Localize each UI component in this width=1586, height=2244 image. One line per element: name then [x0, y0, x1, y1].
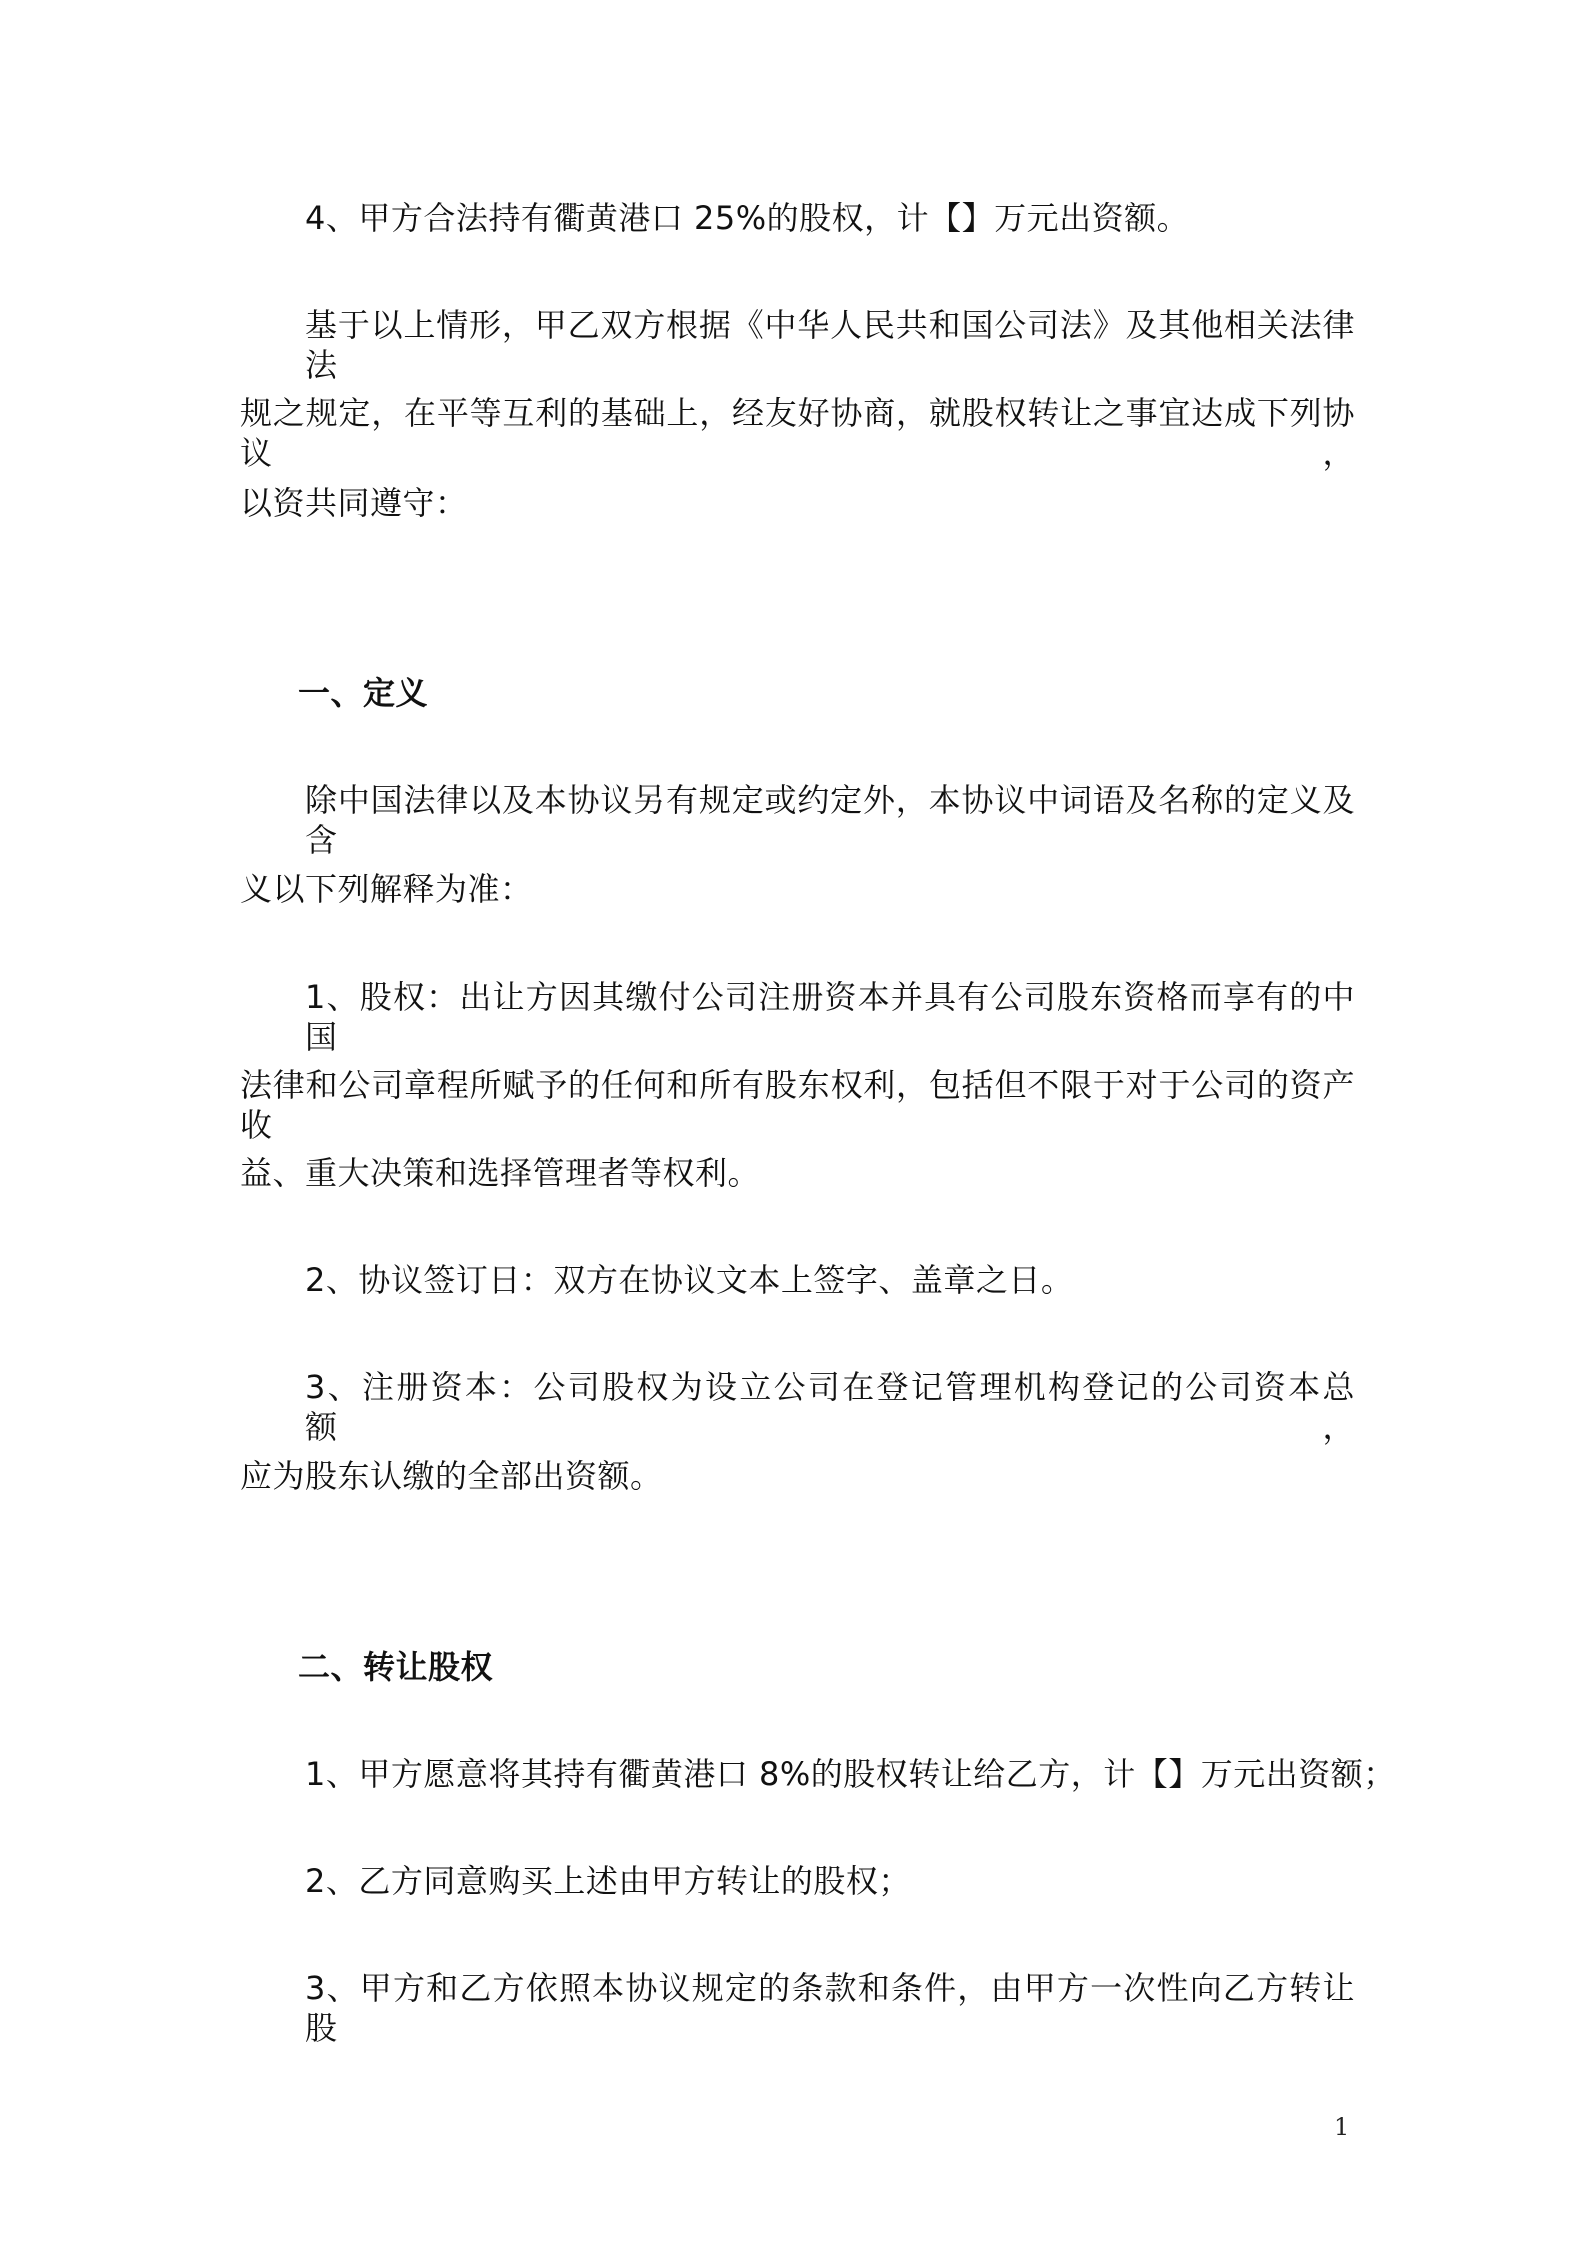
intro-item-4: 4、甲方合法持有衢黄港口 25%的股权，计【】万元出资额。	[305, 199, 1190, 237]
definition-3-line-1: 3、注册资本：公司股权为设立公司在登记管理机构登记的公司资本总额，	[305, 1368, 1355, 1446]
transfer-item-1: 1、甲方愿意将其持有衢黄港口 8%的股权转让给乙方，计【】万元出资额；	[305, 1755, 1396, 1793]
definition-2: 2、协议签订日：双方在协议文本上签字、盖章之日。	[305, 1261, 1074, 1299]
transfer-item-3-line-1: 3、甲方和乙方依照本协议规定的条款和条件，由甲方一次性向乙方转让股	[305, 1969, 1355, 2047]
intro-paragraph-line-3: 以资共同遵守：	[240, 484, 468, 522]
intro-paragraph-line-1: 基于以上情形，甲乙双方根据《中华人民共和国公司法》及其他相关法律法	[305, 306, 1355, 384]
intro-paragraph-line-2: 规之规定，在平等互利的基础上，经友好协商，就股权转让之事宜达成下列协议，	[240, 394, 1355, 472]
definition-1-line-2: 法律和公司章程所赋予的任何和所有股东权利，包括但不限于对于公司的资产收	[240, 1066, 1355, 1144]
transfer-item-2: 2、乙方同意购买上述由甲方转让的股权；	[305, 1862, 911, 1900]
definition-1-line-1: 1、股权：出让方因其缴付公司注册资本并具有公司股东资格而享有的中国	[305, 978, 1355, 1056]
page-number: 1	[1334, 2113, 1350, 2141]
section-1-heading: 一、定义	[298, 674, 429, 712]
section-1-paragraph-line-1: 除中国法律以及本协议另有规定或约定外，本协议中词语及名称的定义及含	[305, 781, 1355, 859]
section-2-heading: 二、转让股权	[298, 1648, 494, 1686]
definition-1-line-3: 益、重大决策和选择管理者等权利。	[240, 1154, 761, 1192]
section-1-paragraph-line-2: 义以下列解释为准：	[240, 870, 533, 908]
definition-3-line-2: 应为股东认缴的全部出资额。	[240, 1457, 663, 1495]
